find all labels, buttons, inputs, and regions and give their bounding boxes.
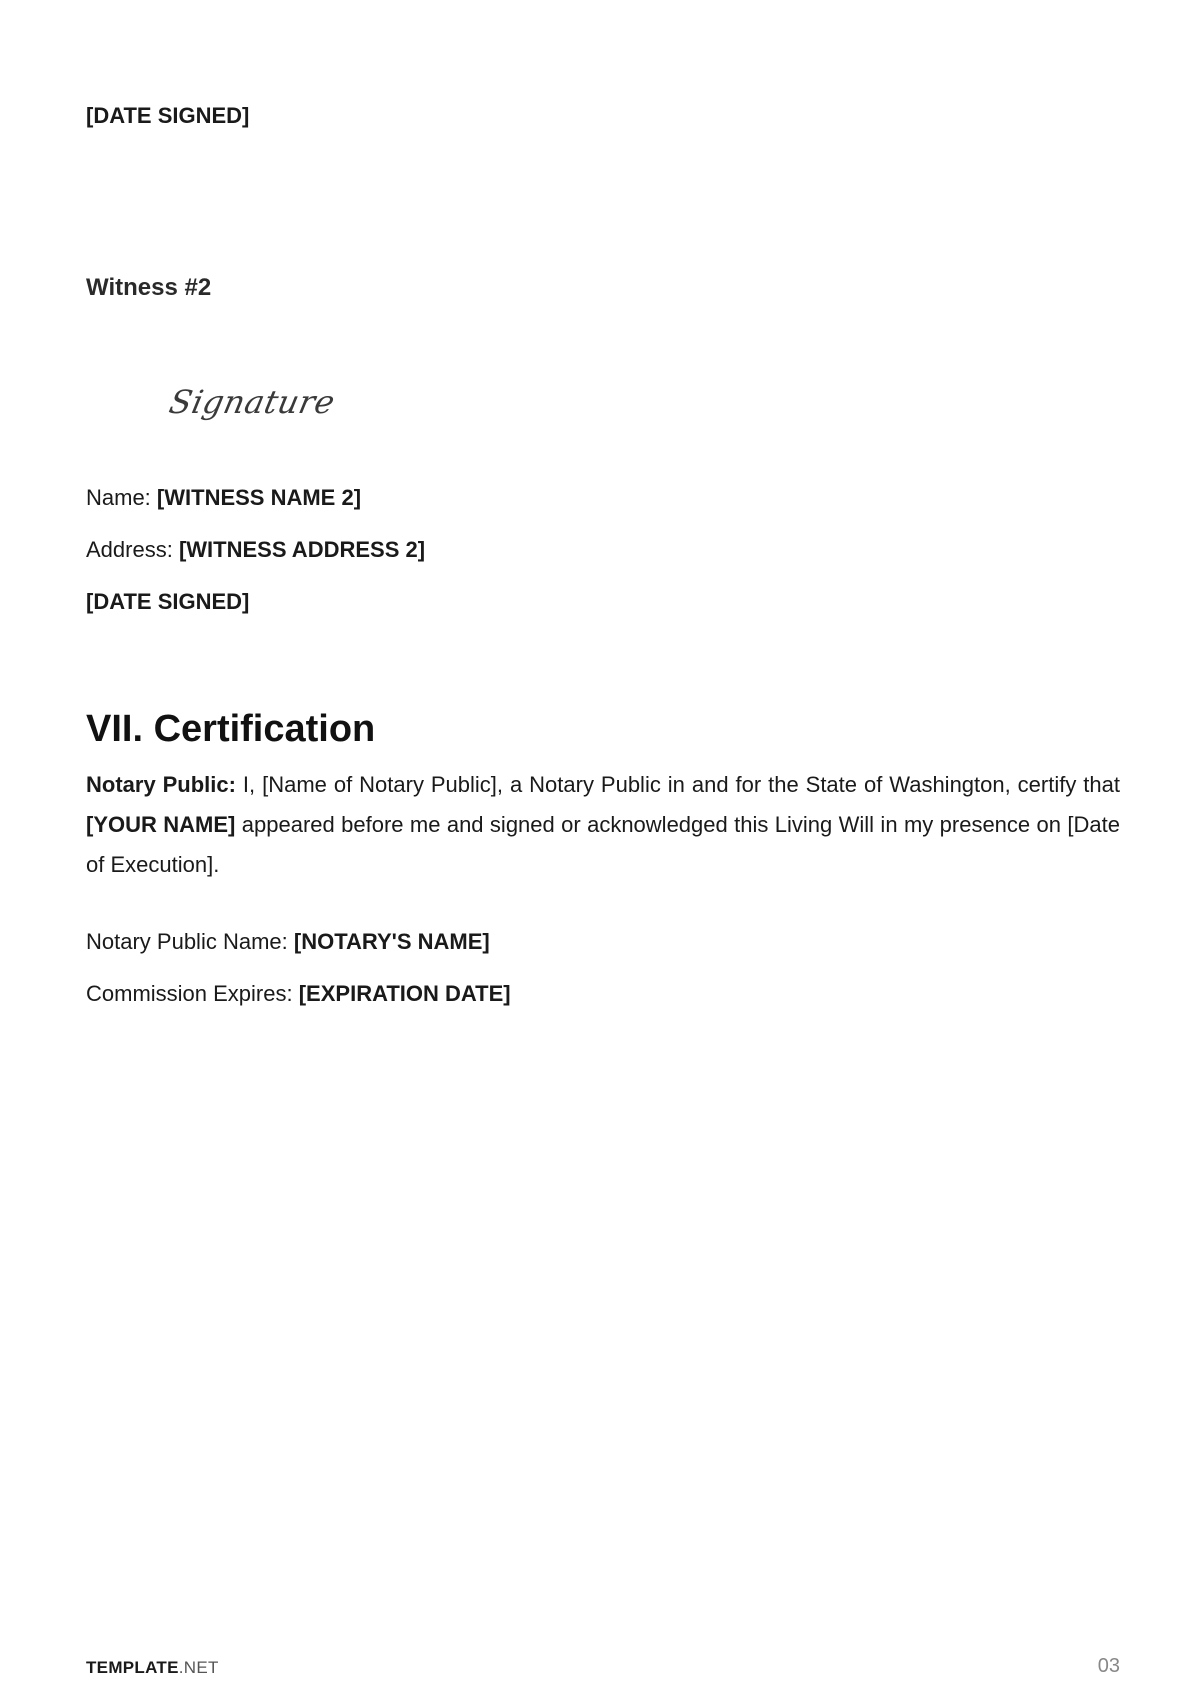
witness2-address-label: Address: <box>86 537 173 562</box>
witness2-name-label: Name: <box>86 485 151 510</box>
footer-brand-logo <box>86 1658 219 1678</box>
page-number: 03 <box>1097 1655 1120 1677</box>
witness2-name-value: [WITNESS NAME 2] <box>156 485 362 510</box>
witness2-name-row <box>86 484 361 512</box>
witness2-date-signed: [DATE SIGNED] <box>86 589 250 614</box>
notary-public-label: Notary Public: <box>86 772 236 797</box>
commission-row <box>86 980 511 1008</box>
notary-name-label: Notary Public Name: <box>86 929 288 954</box>
notary-name-row <box>86 928 490 956</box>
witness2-address-row <box>86 536 425 564</box>
certification-text-part2: appeared before me and signed or acknowledged this Living Will in my presence on [Date of Execution]. <box>86 812 1120 877</box>
witness2-heading: Witness #2 <box>86 274 212 301</box>
certification-paragraph <box>86 765 1120 885</box>
commission-value: [EXPIRATION DATE] <box>298 981 511 1006</box>
certification-text-part1: I, [Name of Notary Public], a Notary Public in and for the State of Washington, certify that <box>235 772 1120 797</box>
witness1-date-signed: [DATE SIGNED] <box>86 103 250 128</box>
notary-name-value: [NOTARY'S NAME] <box>293 929 490 954</box>
witness2-address-value: [WITNESS ADDRESS 2] <box>178 537 426 562</box>
certification-heading: VII. Certification <box>86 708 376 750</box>
brand-strong: TEMPLATE <box>86 1658 179 1677</box>
brand-light: .NET <box>178 1658 219 1677</box>
commission-label: Commission Expires: <box>86 981 293 1006</box>
your-name-placeholder: [YOUR NAME] <box>86 812 236 837</box>
witness2-signature: Signature <box>165 383 339 421</box>
